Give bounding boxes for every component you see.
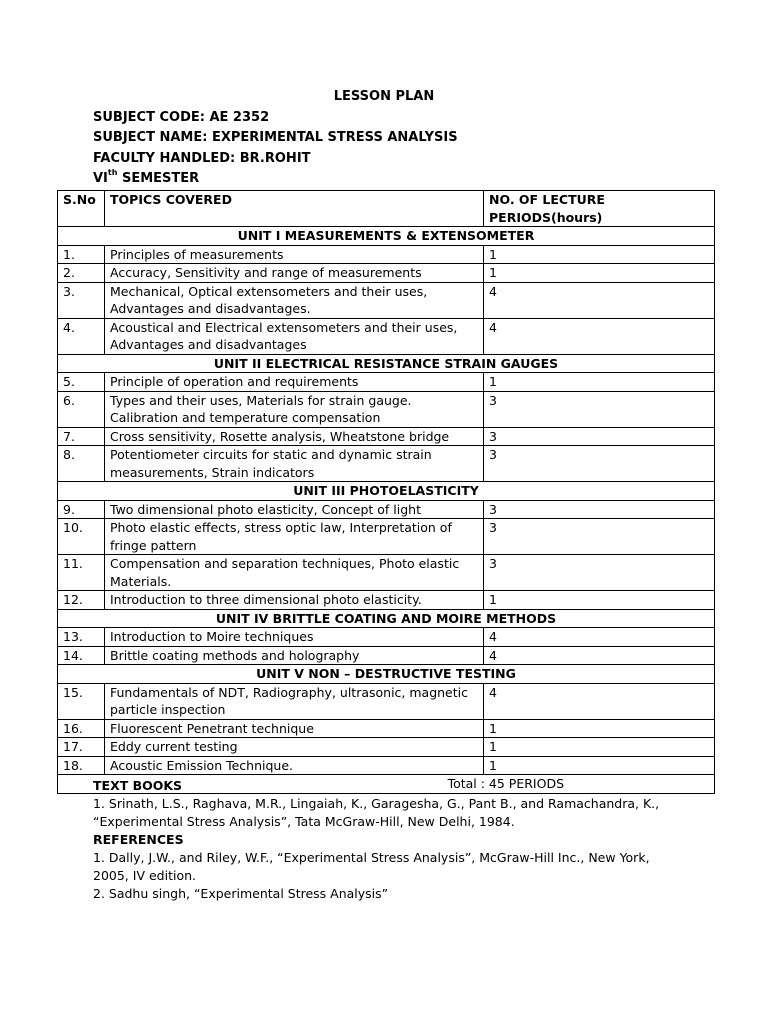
- topic-line: Advantages and disadvantages.: [110, 301, 311, 316]
- table-row: [58, 555, 715, 591]
- topic-line: Materials.: [110, 573, 172, 589]
- unit-heading-row: [58, 665, 715, 684]
- cell-topic: [105, 264, 484, 283]
- cell-periods: 4: [484, 318, 715, 354]
- cell-topic: [105, 245, 484, 264]
- header-topics: TOPICS COVERED: [105, 191, 484, 227]
- table-row: [58, 245, 715, 264]
- table-row: [58, 446, 715, 482]
- text-book-line: 1. Srinath, L.S., Raghava, M.R., Lingaiah, K., Garagesha, G., Pant B., and Ramachandra, K.,: [93, 796, 660, 811]
- table-row: [58, 519, 715, 555]
- subject-name: SUBJECT NAME: EXPERIMENTAL STRESS ANALYSIS: [93, 130, 458, 145]
- cell-topic: [105, 318, 484, 354]
- cell-sno: 12.: [58, 591, 105, 610]
- semester-suffix: SEMESTER: [117, 171, 200, 186]
- topic-line: Potentiometer circuits for static and dynamic strain: [110, 447, 432, 462]
- topic-line: Acoustic Emission Technique.: [110, 757, 294, 773]
- cell-periods: 1: [484, 591, 715, 610]
- unit-heading-row: [58, 354, 715, 373]
- cell-topic: [105, 391, 484, 427]
- unit-heading: UNIT III PHOTOELASTICITY: [58, 482, 715, 501]
- topic-line: Cross sensitivity, Rosette analysis, Wheatstone bridge: [110, 428, 450, 444]
- cell-periods: 1: [484, 245, 715, 264]
- semester-superscript: th: [107, 168, 118, 177]
- unit-heading-row: [58, 227, 715, 246]
- semester: [93, 168, 200, 186]
- page-title: LESSON PLAN: [333, 89, 435, 104]
- cell-sno: 6.: [58, 391, 105, 427]
- topic-line: fringe pattern: [110, 537, 197, 553]
- topic-line: Compensation and separation techniques, Photo elastic: [110, 556, 460, 571]
- unit-heading: UNIT V NON – DESTRUCTIVE TESTING: [58, 665, 715, 684]
- header-periods: NO. OF LECTURE PERIODS(hours): [484, 191, 715, 227]
- cell-topic: [105, 646, 484, 665]
- topic-line: Principle of operation and requirements: [110, 374, 359, 389]
- cell-sno: 16.: [58, 719, 105, 738]
- cell-topic: [105, 683, 484, 719]
- topic-line: Accuracy, Sensitivity and range of measurements: [110, 265, 422, 280]
- topic-line: Principles of measurements: [110, 246, 284, 262]
- cell-sno: 15.: [58, 683, 105, 719]
- table-row: [58, 500, 715, 519]
- cell-sno: 14.: [58, 646, 105, 665]
- semester-prefix: VI: [93, 171, 108, 186]
- table-row: [58, 427, 715, 446]
- cell-periods: 1: [484, 719, 715, 738]
- table-row: [58, 738, 715, 757]
- cell-topic: [105, 446, 484, 482]
- cell-sno: 8.: [58, 446, 105, 482]
- cell-sno: 7.: [58, 427, 105, 446]
- cell-periods: 4: [484, 282, 715, 318]
- cell-periods: 3: [484, 391, 715, 427]
- cell-periods: 1: [484, 373, 715, 392]
- cell-sno: 17.: [58, 738, 105, 757]
- topic-line: Mechanical, Optical extensometers and their uses,: [110, 283, 428, 299]
- cell-sno: 2.: [58, 264, 105, 283]
- cell-periods: 3: [484, 500, 715, 519]
- topic-line: measurements, Strain indicators: [110, 464, 315, 480]
- unit-heading-row: [58, 609, 715, 628]
- cell-periods: 4: [484, 683, 715, 719]
- cell-topic: [105, 427, 484, 446]
- text-books-heading: TEXT BOOKS: [93, 778, 183, 793]
- table-row: [58, 282, 715, 318]
- lesson-plan-table: [57, 190, 715, 794]
- unit-heading: UNIT I MEASUREMENTS & EXTENSOMETER: [58, 227, 715, 246]
- cell-periods: 1: [484, 756, 715, 775]
- cell-topic: [105, 555, 484, 591]
- table-row: [58, 628, 715, 647]
- topic-line: Introduction to three dimensional photo elasticity.: [110, 592, 422, 607]
- reference-line: 2005, IV edition.: [93, 868, 196, 883]
- table-row: [58, 264, 715, 283]
- topic-line: Brittle coating methods and holography: [110, 647, 360, 663]
- topic-line: Two dimensional photo elasticity, Concept of light: [110, 501, 421, 517]
- cell-periods: 3: [484, 555, 715, 591]
- table-row: [58, 391, 715, 427]
- topic-line: Fundamentals of NDT, Radiography, ultrasonic, magnetic: [110, 684, 468, 700]
- cell-sno: 9.: [58, 500, 105, 519]
- cell-topic: [105, 519, 484, 555]
- cell-topic: [105, 500, 484, 519]
- cell-periods: 1: [484, 738, 715, 757]
- cell-periods: 3: [484, 427, 715, 446]
- table-row: [58, 683, 715, 719]
- cell-sno: 11.: [58, 555, 105, 591]
- cell-sno: 10.: [58, 519, 105, 555]
- table-row: [58, 373, 715, 392]
- references-heading: REFERENCES: [93, 832, 184, 847]
- topic-line: Fluorescent Penetrant technique: [110, 720, 314, 736]
- cell-periods: 4: [484, 628, 715, 647]
- cell-topic: [105, 591, 484, 610]
- topic-line: Eddy current testing: [110, 739, 238, 754]
- topic-line: particle inspection: [110, 702, 226, 717]
- cell-topic: [105, 756, 484, 775]
- reference-line: 1. Dally, J.W., and Riley, W.F., “Experimental Stress Analysis”, McGraw-Hill Inc., New York,: [93, 850, 650, 865]
- text-book-line: “Experimental Stress Analysis”, Tata McGraw-Hill, New Delhi, 1984.: [93, 814, 515, 829]
- cell-topic: [105, 738, 484, 757]
- lesson-plan-table-body: [58, 191, 715, 794]
- unit-heading: UNIT II ELECTRICAL RESISTANCE STRAIN GAUGES: [58, 354, 715, 373]
- table-header-row: [58, 191, 715, 227]
- cell-periods: 3: [484, 519, 715, 555]
- header-sno: S.No: [58, 191, 105, 227]
- topic-line: Photo elastic effects, stress optic law, Interpretation of: [110, 520, 452, 535]
- table-row: [58, 719, 715, 738]
- table-row: [58, 646, 715, 665]
- cell-topic: [105, 373, 484, 392]
- subject-code: SUBJECT CODE: AE 2352: [93, 110, 270, 125]
- cell-periods: 3: [484, 446, 715, 482]
- table-row: [58, 318, 715, 354]
- total-periods: Total : 45 PERIODS: [58, 775, 715, 794]
- table-row: [58, 756, 715, 775]
- topic-line: Calibration and temperature compensation: [110, 410, 381, 425]
- cell-sno: 13.: [58, 628, 105, 647]
- cell-sno: 4.: [58, 318, 105, 354]
- faculty-handled: FACULTY HANDLED: BR.ROHIT: [93, 151, 311, 166]
- cell-sno: 3.: [58, 282, 105, 318]
- topic-line: Advantages and disadvantages: [110, 337, 307, 352]
- topic-line: Types and their uses, Materials for strain gauge.: [110, 392, 412, 408]
- cell-topic: [105, 628, 484, 647]
- unit-heading: UNIT IV BRITTLE COATING AND MOIRE METHODS: [58, 609, 715, 628]
- references-section: [93, 777, 659, 903]
- reference-line: 2. Sadhu singh, “Experimental Stress Analysis”: [93, 886, 389, 901]
- topic-line: Introduction to Moire techniques: [110, 629, 314, 644]
- cell-sno: 1.: [58, 245, 105, 264]
- cell-sno: 18.: [58, 756, 105, 775]
- topic-line: Acoustical and Electrical extensometers and their uses,: [110, 319, 458, 335]
- unit-heading-row: [58, 482, 715, 501]
- cell-topic: [105, 719, 484, 738]
- cell-periods: 4: [484, 646, 715, 665]
- cell-topic: [105, 282, 484, 318]
- cell-sno: 5.: [58, 373, 105, 392]
- cell-periods: 1: [484, 264, 715, 283]
- table-row: [58, 591, 715, 610]
